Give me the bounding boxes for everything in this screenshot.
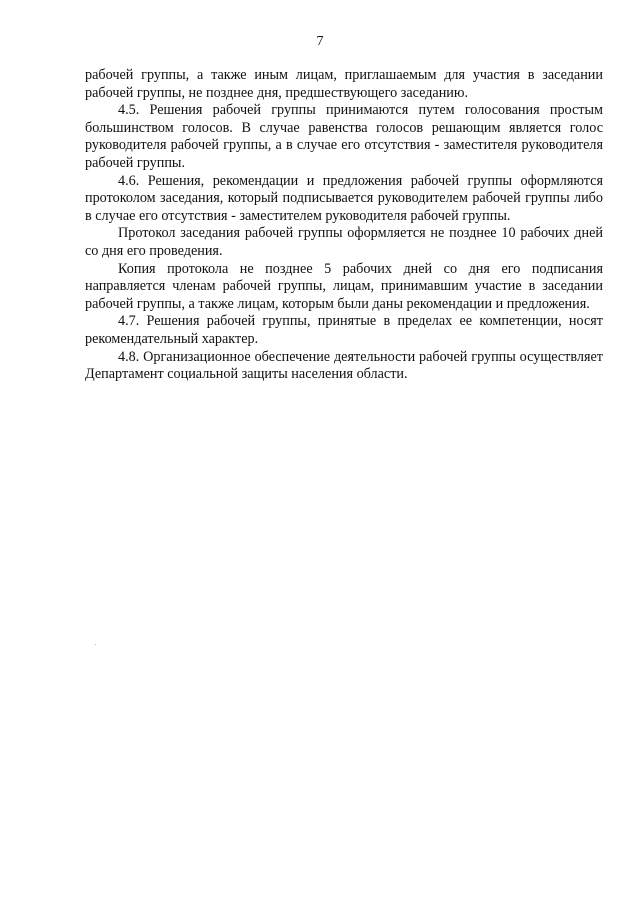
paragraph-4-8: 4.8. Организационное обеспечение деятельности рабочей группы осуществляет Департамент социальной защиты населения области. <box>85 348 603 383</box>
document-body <box>85 67 603 384</box>
page-number: 7 <box>316 34 324 49</box>
paragraph-4-6: 4.6. Решения, рекомендации и предложения рабочей группы оформляются протоколом заседания, который подписывается руководителем рабочей группы либо в случае его отсутствия - заместителем руководителя рабочей группы. <box>85 172 603 224</box>
paragraph-4-5: 4.5. Решения рабочей группы принимаются путем голосования простым большинством голосов. В случае равенства голосов решающим является голос руководителя рабочей группы, а в случае его отсутствия - заместителя руководителя рабочей группы. <box>85 102 603 171</box>
scan-artifact-dot <box>95 644 96 645</box>
paragraph-protocol-copy: Копия протокола не позднее 5 рабочих дней со дня его подписания направляется членам рабочей группы, лицам, принимавшим участие в заседании рабочей группы, а также лицам, которым были даны рекомендации и предложения. <box>85 260 603 312</box>
paragraph-protocol-deadline: Протокол заседания рабочей группы оформляется не позднее 10 рабочих дней со дня его проведения. <box>85 225 603 259</box>
paragraph-continuation: рабочей группы, а также иным лицам, приглашаемым для участия в заседании рабочей группы, не позднее дня, предшествующего заседанию. <box>85 67 603 101</box>
paragraph-4-7: 4.7. Решения рабочей группы, принятые в пределах ее компетенции, носят рекомендательный характер. <box>85 313 603 347</box>
